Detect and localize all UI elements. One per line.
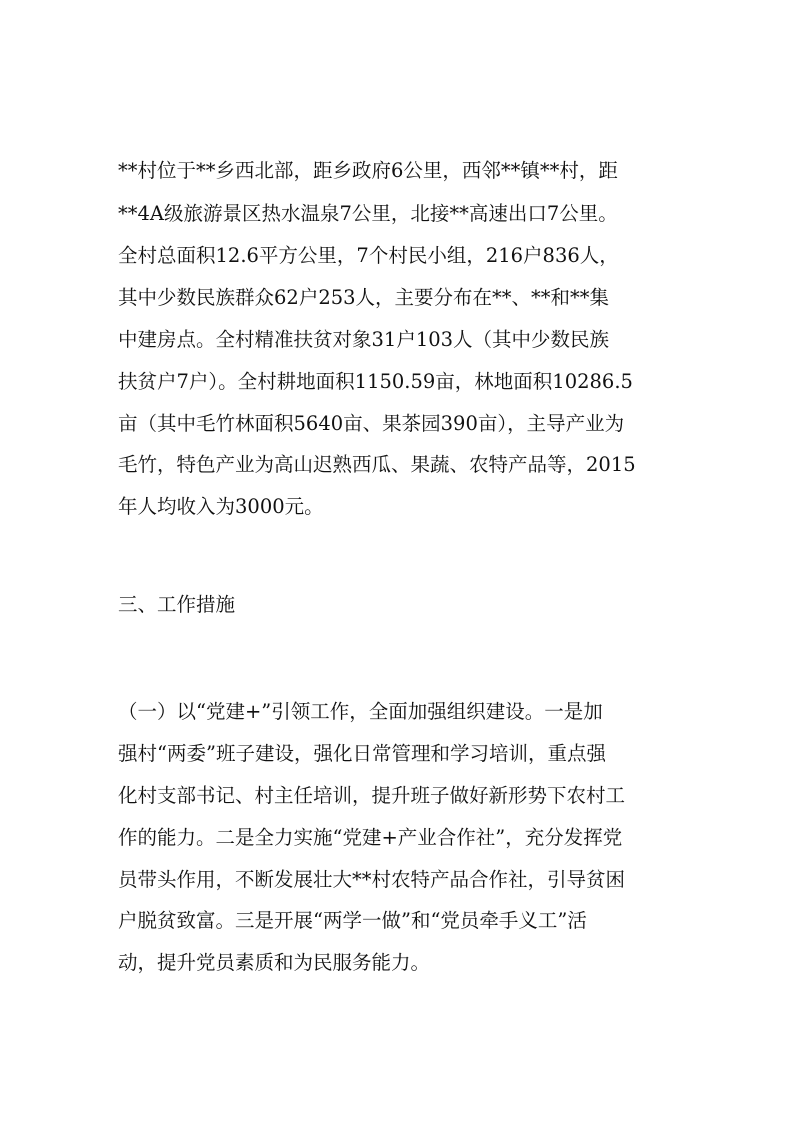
text-line: 员带头作用，不断发展壮大**村农特产品合作社，引导贫困: [118, 868, 626, 891]
text-line: 化村支部书记、村主任培训，提升班子做好新形势下农村工: [118, 784, 626, 807]
text-line: 动，提升党员素质和为民服务能力。: [118, 951, 431, 974]
text-line: 扶贫户7户）。全村耕地面积1150.59亩，林地面积10286.5: [118, 370, 633, 393]
text-line: 其中少数民族群众62户253人，主要分布在**、**和**集: [118, 286, 610, 309]
text-line: 毛竹，特色产业为高山迟熟西瓜、果蔬、农特产品等，2015: [118, 453, 636, 476]
text-line: 强村“两委”班子建设，强化日常管理和学习培训，重点强: [118, 742, 606, 765]
text-line: 年人均收入为3000元。: [118, 495, 324, 518]
section-heading: 三、工作措施: [118, 593, 236, 616]
text-line: 全村总面积12.6平方公里，7个村民小组，216户836人，: [118, 244, 619, 267]
text-line: （一）以“党建+”引领工作，全面加强组织建设。一是加: [118, 700, 603, 723]
text-line: **村位于**乡西北部，距乡政府6公里，西邻**镇**村，距: [118, 159, 618, 182]
text-line: 亩（其中毛竹林面积5640亩、果茶园390亩），主导产业为: [118, 412, 625, 435]
text-line: 中建房点。全村精准扶贫对象31户103人（其中少数民族: [118, 328, 610, 351]
text-line: 户脱贫致富。三是开展“两学一做”和“党员牵手义工”活: [118, 909, 587, 932]
text-line: 作的能力。二是全力实施“党建+产业合作社”，充分发挥党: [118, 826, 623, 849]
text-line: **4A级旅游景区热水温泉7公里，北接**高速出口7公里。: [118, 202, 618, 225]
